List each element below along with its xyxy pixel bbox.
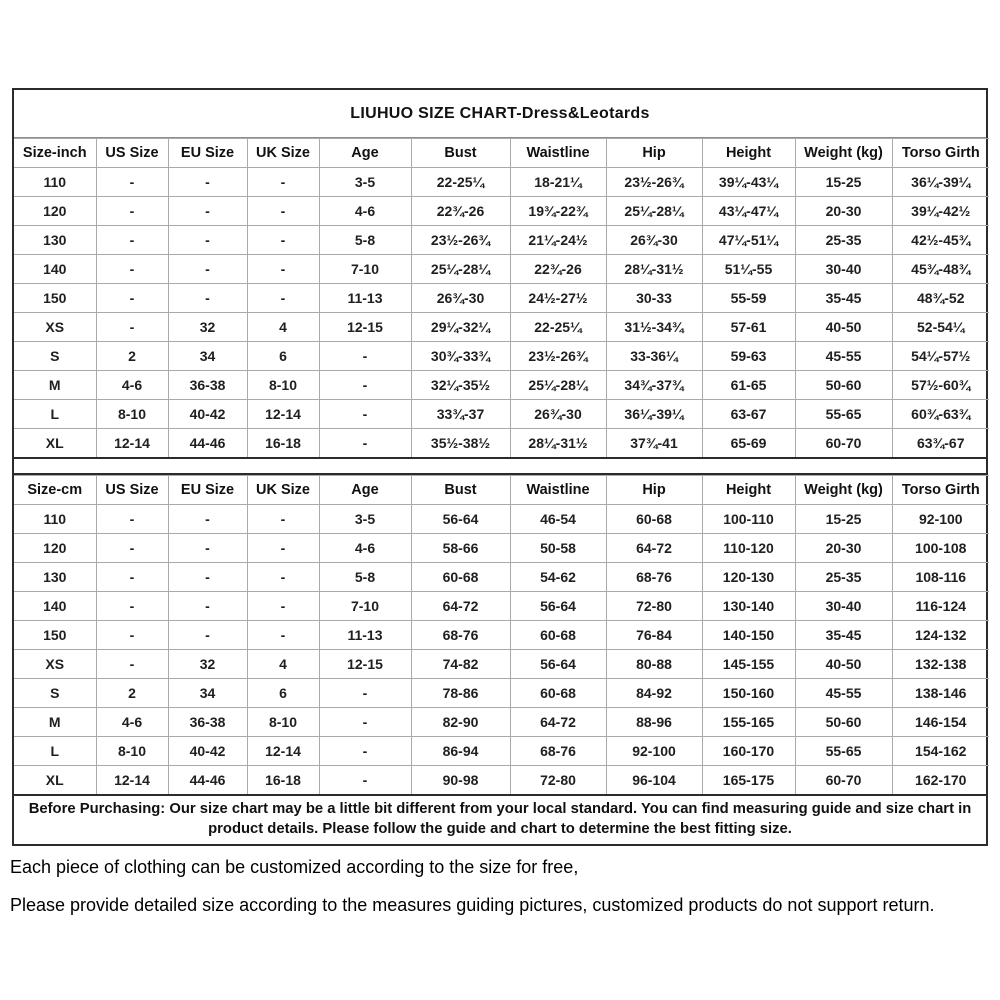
table-cell: - (96, 650, 168, 679)
size-label-cell: S (14, 679, 96, 708)
table-cell: 44-46 (168, 766, 247, 795)
table-cell: 20-30 (795, 197, 892, 226)
table-cell: 34 (168, 342, 247, 371)
table-cell: 65-69 (702, 429, 795, 458)
table-cell: 45-55 (795, 679, 892, 708)
table-cell: 5-8 (319, 226, 411, 255)
table-cell: - (168, 534, 247, 563)
size-label-cell: 110 (14, 168, 96, 197)
header-cell: Torso Girth (892, 476, 989, 505)
table-cell: - (96, 505, 168, 534)
table-cell: 32 (168, 313, 247, 342)
table-cell: 8-10 (96, 400, 168, 429)
purchase-note-line-2: product details. Please follow the guide and chart to determine the best fitting size. (208, 821, 792, 838)
table-cell: 23½-26¾ (411, 226, 510, 255)
table-cell: 160-170 (702, 737, 795, 766)
table-cell: 5-8 (319, 563, 411, 592)
table-row (14, 534, 989, 563)
table-row (14, 342, 989, 371)
header-cell: Hip (606, 476, 702, 505)
table-cell: 26¾-30 (606, 226, 702, 255)
size-label-cell: 140 (14, 592, 96, 621)
table-cell: 96-104 (606, 766, 702, 795)
header-row (14, 476, 989, 505)
header-cell: Torso Girth (892, 139, 989, 168)
table-cell: 108-116 (892, 563, 989, 592)
table-cell: 51¼-55 (702, 255, 795, 284)
table-cell: 88-96 (606, 708, 702, 737)
table-cell: - (247, 168, 319, 197)
table-cell: 155-165 (702, 708, 795, 737)
table-cell: 63-67 (702, 400, 795, 429)
table-cell: 145-155 (702, 650, 795, 679)
header-cell: UK Size (247, 476, 319, 505)
table-cell: 18-21¼ (510, 168, 606, 197)
table-cell: 30-40 (795, 255, 892, 284)
table-cell: 12-14 (96, 766, 168, 795)
table-row (14, 400, 989, 429)
table-cell: 40-42 (168, 737, 247, 766)
table-cell: 57½-60¾ (892, 371, 989, 400)
table-cell: 50-60 (795, 708, 892, 737)
size-label-cell: 120 (14, 197, 96, 226)
table-cell: - (319, 708, 411, 737)
table-cell: 30-40 (795, 592, 892, 621)
table-cell: - (168, 621, 247, 650)
table-cell: 58-66 (411, 534, 510, 563)
table-cell: - (96, 284, 168, 313)
table-cell: 36¼-39¼ (892, 168, 989, 197)
table-cell: 140-150 (702, 621, 795, 650)
table-cell: 39¼-43¼ (702, 168, 795, 197)
table-cell: 44-46 (168, 429, 247, 458)
table-cell: 84-92 (606, 679, 702, 708)
table-cell: 35½-38½ (411, 429, 510, 458)
table-cell: 162-170 (892, 766, 989, 795)
table-cell: 60-70 (795, 429, 892, 458)
table-cell: 40-50 (795, 650, 892, 679)
table-cell: 30¾-33¾ (411, 342, 510, 371)
table-cell: 22¾-26 (510, 255, 606, 284)
table-cell: 23½-26¾ (510, 342, 606, 371)
table-cell: - (96, 197, 168, 226)
table-cell: 12-15 (319, 650, 411, 679)
size-label-cell: 130 (14, 563, 96, 592)
table-cell: 55-65 (795, 400, 892, 429)
table-row (14, 737, 989, 766)
table-cell: - (247, 284, 319, 313)
size-label-cell: XL (14, 766, 96, 795)
table-cell: 36¼-39¼ (606, 400, 702, 429)
table-cell: 92-100 (606, 737, 702, 766)
table-cell: 116-124 (892, 592, 989, 621)
table-cell: 33¾-37 (411, 400, 510, 429)
size-chart-panel (12, 88, 988, 846)
size-label-cell: L (14, 737, 96, 766)
table-cell: - (319, 679, 411, 708)
table-cell: 63¾-67 (892, 429, 989, 458)
table-cell: 60-68 (510, 621, 606, 650)
table-cell: - (247, 505, 319, 534)
table-cell: 130-140 (702, 592, 795, 621)
table-cell: 33-36¼ (606, 342, 702, 371)
table-cell: - (168, 505, 247, 534)
table-cell: 60-68 (606, 505, 702, 534)
header-cell: Bust (411, 139, 510, 168)
table-row (14, 284, 989, 313)
table-cell: 22¾-26 (411, 197, 510, 226)
table-cell: 28¼-31½ (606, 255, 702, 284)
table-cell: 82-90 (411, 708, 510, 737)
table-row (14, 621, 989, 650)
table-cell: 46-54 (510, 505, 606, 534)
table-cell: 110-120 (702, 534, 795, 563)
header-cell: UK Size (247, 139, 319, 168)
table-cell: 24½-27½ (510, 284, 606, 313)
table-cell: 8-10 (96, 737, 168, 766)
table-divider (14, 457, 986, 475)
table-cell: 12-14 (247, 400, 319, 429)
table-cell: 64-72 (411, 592, 510, 621)
table-cell: - (319, 342, 411, 371)
table-cell: 34¾-37¾ (606, 371, 702, 400)
size-label-cell: M (14, 708, 96, 737)
table-cell: 40-42 (168, 400, 247, 429)
table-cell: 4-6 (96, 371, 168, 400)
table-cell: 12-15 (319, 313, 411, 342)
size-label-cell: S (14, 342, 96, 371)
table-row (14, 708, 989, 737)
table-cell: 60-68 (411, 563, 510, 592)
table-cell: 42½-45¾ (892, 226, 989, 255)
table-cell: 2 (96, 342, 168, 371)
purchase-note (14, 794, 986, 844)
table-cell: 3-5 (319, 168, 411, 197)
table-cell: 6 (247, 342, 319, 371)
table-row (14, 563, 989, 592)
header-cell: Age (319, 476, 411, 505)
size-label-cell: 120 (14, 534, 96, 563)
table-cell: 26¾-30 (510, 400, 606, 429)
table-cell: 16-18 (247, 766, 319, 795)
table-cell: - (247, 255, 319, 284)
table-cell: - (247, 563, 319, 592)
table-cell: 3-5 (319, 505, 411, 534)
table-cell: 146-154 (892, 708, 989, 737)
table-row (14, 255, 989, 284)
table-cell: - (96, 168, 168, 197)
table-cell: - (319, 766, 411, 795)
table-cell: - (168, 197, 247, 226)
table-cell: 19¾-22¾ (510, 197, 606, 226)
size-label-cell: 110 (14, 505, 96, 534)
table-cell: 34 (168, 679, 247, 708)
table-row (14, 168, 989, 197)
table-cell: - (96, 313, 168, 342)
table-cell: - (168, 226, 247, 255)
size-label-cell: XL (14, 429, 96, 458)
table-cell: 124-132 (892, 621, 989, 650)
table-cell: 16-18 (247, 429, 319, 458)
table-row (14, 592, 989, 621)
table-cell: 54-62 (510, 563, 606, 592)
table-cell: 29¼-32¼ (411, 313, 510, 342)
table-cell: 25-35 (795, 226, 892, 255)
table-cell: 4 (247, 650, 319, 679)
header-cell: Bust (411, 476, 510, 505)
table-cell: 31½-34¾ (606, 313, 702, 342)
chart-title: LIUHUO SIZE CHART-Dress&Leotards (14, 90, 986, 138)
size-table-cm (14, 475, 989, 794)
table-cell: 35-45 (795, 284, 892, 313)
table-cell: 57-61 (702, 313, 795, 342)
table-cell: 11-13 (319, 621, 411, 650)
table-cell: 8-10 (247, 371, 319, 400)
table-cell: 4-6 (96, 708, 168, 737)
table-cell: 15-25 (795, 505, 892, 534)
table-row (14, 429, 989, 458)
table-cell: 100-110 (702, 505, 795, 534)
header-cell: Weight (kg) (795, 476, 892, 505)
table-cell: 72-80 (510, 766, 606, 795)
size-label-cell: XS (14, 313, 96, 342)
header-cell: Size-cm (14, 476, 96, 505)
table-cell: 20-30 (795, 534, 892, 563)
table-cell: 45¾-48¾ (892, 255, 989, 284)
table-cell: - (319, 429, 411, 458)
table-cell: 52-54¼ (892, 313, 989, 342)
table-cell: 56-64 (510, 592, 606, 621)
table-cell: 25¼-28¼ (411, 255, 510, 284)
table-cell: 61-65 (702, 371, 795, 400)
table-cell: 12-14 (247, 737, 319, 766)
table-cell: 12-14 (96, 429, 168, 458)
table-cell: 68-76 (606, 563, 702, 592)
header-cell: EU Size (168, 476, 247, 505)
purchase-note-line-1: Before Purchasing: Our size chart may be a little bit different from your local standard. You can find measuring guide and size chart in (28, 801, 972, 817)
table-cell: 4 (247, 313, 319, 342)
table-row (14, 650, 989, 679)
table-cell: - (168, 563, 247, 592)
table-cell: 78-86 (411, 679, 510, 708)
table-cell: 56-64 (510, 650, 606, 679)
table-cell: - (247, 534, 319, 563)
size-label-cell: L (14, 400, 96, 429)
table-cell: - (168, 284, 247, 313)
table-cell: 32¼-35½ (411, 371, 510, 400)
table-cell: 55-59 (702, 284, 795, 313)
table-cell: - (168, 255, 247, 284)
table-cell: - (319, 400, 411, 429)
header-row (14, 139, 989, 168)
table-cell: - (247, 197, 319, 226)
table-cell: 36-38 (168, 371, 247, 400)
table-cell: - (247, 592, 319, 621)
table-cell: 25-35 (795, 563, 892, 592)
table-cell: 35-45 (795, 621, 892, 650)
table-cell: 21¼-24½ (510, 226, 606, 255)
table-cell: 132-138 (892, 650, 989, 679)
table-cell: 7-10 (319, 255, 411, 284)
table-row (14, 226, 989, 255)
table-cell: - (319, 737, 411, 766)
size-label-cell: 130 (14, 226, 96, 255)
table-cell: 22-25¼ (510, 313, 606, 342)
table-cell: 60-68 (510, 679, 606, 708)
header-cell: Age (319, 139, 411, 168)
table-cell: 100-108 (892, 534, 989, 563)
table-cell: 60-70 (795, 766, 892, 795)
table-cell: 64-72 (606, 534, 702, 563)
header-cell: US Size (96, 139, 168, 168)
table-cell: 7-10 (319, 592, 411, 621)
table-cell: 25¼-28¼ (606, 197, 702, 226)
table-row (14, 766, 989, 795)
table-cell: 8-10 (247, 708, 319, 737)
table-cell: - (168, 168, 247, 197)
table-cell: 11-13 (319, 284, 411, 313)
size-label-cell: 150 (14, 284, 96, 313)
size-label-cell: 140 (14, 255, 96, 284)
header-cell: Waistline (510, 139, 606, 168)
header-cell: Size-inch (14, 139, 96, 168)
table-cell: 25¼-28¼ (510, 371, 606, 400)
header-cell: EU Size (168, 139, 247, 168)
table-cell: - (247, 621, 319, 650)
table-cell: 50-60 (795, 371, 892, 400)
table-cell: 76-84 (606, 621, 702, 650)
size-label-cell: 150 (14, 621, 96, 650)
table-row (14, 679, 989, 708)
table-cell: 54¼-57½ (892, 342, 989, 371)
size-label-cell: M (14, 371, 96, 400)
table-cell: 56-64 (411, 505, 510, 534)
table-cell: - (247, 226, 319, 255)
customization-note (10, 854, 995, 930)
table-cell: 68-76 (510, 737, 606, 766)
table-cell: 74-82 (411, 650, 510, 679)
table-cell: - (96, 621, 168, 650)
table-cell: 4-6 (319, 534, 411, 563)
table-cell: 30-33 (606, 284, 702, 313)
table-cell: - (319, 371, 411, 400)
table-cell: 154-162 (892, 737, 989, 766)
table-cell: - (96, 255, 168, 284)
table-cell: 50-58 (510, 534, 606, 563)
table-cell: 36-38 (168, 708, 247, 737)
table-cell: 150-160 (702, 679, 795, 708)
header-cell: Height (702, 476, 795, 505)
table-cell: 22-25¼ (411, 168, 510, 197)
header-cell: Waistline (510, 476, 606, 505)
table-cell: 86-94 (411, 737, 510, 766)
table-cell: 40-50 (795, 313, 892, 342)
table-cell: 72-80 (606, 592, 702, 621)
table-row (14, 505, 989, 534)
table-cell: 43¼-47¼ (702, 197, 795, 226)
table-cell: 48¾-52 (892, 284, 989, 313)
table-row (14, 197, 989, 226)
table-cell: 60¾-63¾ (892, 400, 989, 429)
table-cell: 32 (168, 650, 247, 679)
table-cell: 55-65 (795, 737, 892, 766)
table-cell: - (96, 226, 168, 255)
customization-note-line-1: Each piece of clothing can be customized according to the size for free, (10, 857, 579, 877)
table-cell: - (96, 592, 168, 621)
customization-note-line-2: Please provide detailed size according to the measures guiding pictures, customized products do not support return. (10, 895, 935, 915)
table-cell: 28¼-31½ (510, 429, 606, 458)
table-cell: - (168, 592, 247, 621)
table-cell: 138-146 (892, 679, 989, 708)
table-cell: 120-130 (702, 563, 795, 592)
table-cell: 23½-26¾ (606, 168, 702, 197)
table-cell: 2 (96, 679, 168, 708)
table-cell: 165-175 (702, 766, 795, 795)
size-table-inch (14, 138, 989, 457)
table-cell: 26¾-30 (411, 284, 510, 313)
table-cell: 37¾-41 (606, 429, 702, 458)
table-row (14, 313, 989, 342)
header-cell: US Size (96, 476, 168, 505)
table-cell: - (96, 534, 168, 563)
table-cell: 59-63 (702, 342, 795, 371)
header-cell: Height (702, 139, 795, 168)
table-cell: 15-25 (795, 168, 892, 197)
table-cell: 39¼-42½ (892, 197, 989, 226)
table-cell: 64-72 (510, 708, 606, 737)
table-cell: 45-55 (795, 342, 892, 371)
table-cell: 68-76 (411, 621, 510, 650)
size-label-cell: XS (14, 650, 96, 679)
header-cell: Weight (kg) (795, 139, 892, 168)
table-cell: - (96, 563, 168, 592)
header-cell: Hip (606, 139, 702, 168)
table-cell: 6 (247, 679, 319, 708)
table-cell: 47¼-51¼ (702, 226, 795, 255)
table-cell: 80-88 (606, 650, 702, 679)
table-cell: 4-6 (319, 197, 411, 226)
table-cell: 90-98 (411, 766, 510, 795)
table-row (14, 371, 989, 400)
table-cell: 92-100 (892, 505, 989, 534)
